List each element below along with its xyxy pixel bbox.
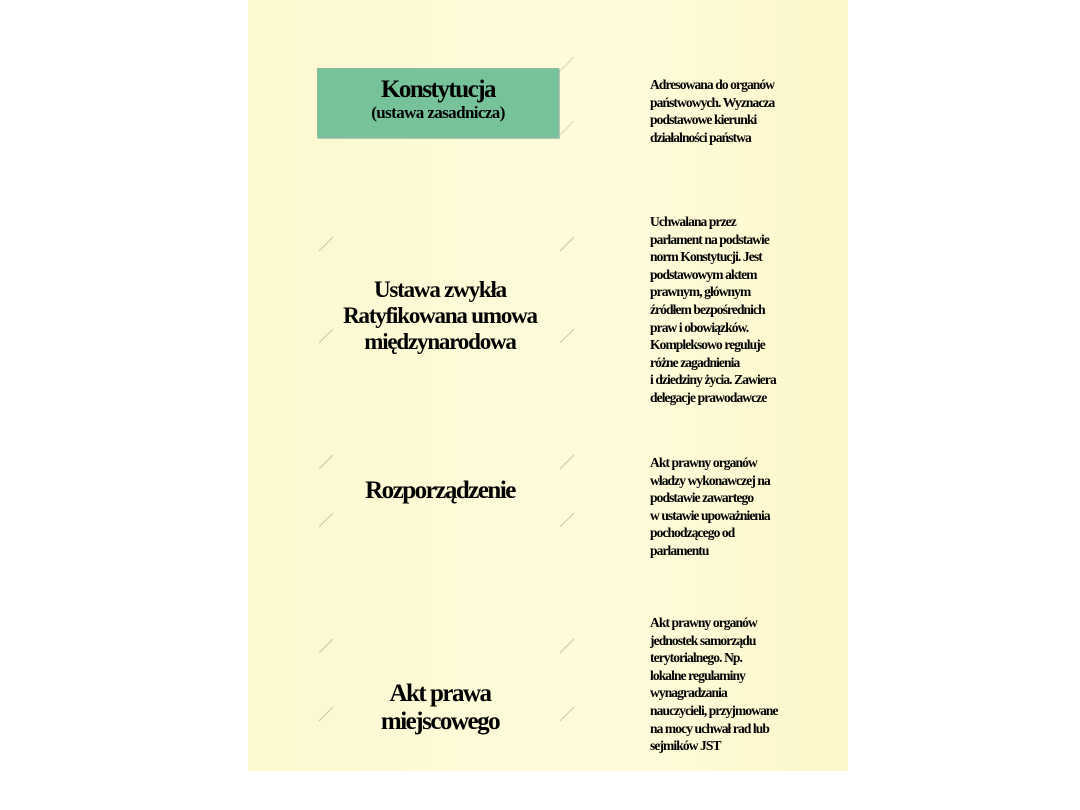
term-konstytucja-subtitle: (ustawa zasadnicza) [371, 103, 505, 122]
term-akt-prawa-miejscowego [310, 662, 570, 754]
term-ustawa-zwykla-label: Ustawa zwykła Ratyfikowana umowa międzynarodowa [343, 277, 537, 354]
term-rozporzadzenie [310, 478, 570, 503]
corner-mark-icon [559, 454, 575, 470]
term-akt-prawa-miejscowego-label: Akt prawa miejscowego [380, 680, 500, 735]
corner-mark-icon [559, 120, 575, 136]
corner-mark-icon [559, 638, 575, 654]
description-akt-prawa-miejscowego: Akt prawny organów jednostek samorządu terytorialnego. Np. lokalne regulaminy wynagradzania nauczycieli, przyjmowane na mocy uchwał rad lub sejmików JST [650, 615, 778, 754]
term-konstytucja-box [317, 68, 559, 138]
corner-mark-icon [318, 454, 334, 470]
term-rozporzadzenie-label: Rozporządzenie [365, 477, 515, 504]
corner-mark-icon [559, 56, 575, 72]
slide [248, 0, 848, 771]
corner-mark-icon [318, 236, 334, 252]
description-konstytucja: Adresowana do organów państwowych. Wyznacza podstawowe kierunki działalności państwa [650, 77, 775, 145]
description-ustawa-zwykla: Uchwalana przez parlament na podstawie norm Konstytucji. Jest podstawowym aktem prawnym, głównym źródłem bezpośrednich praw i obowiązków. Kompleksowo reguluje różne zagadnienia i dziedziny życia. Zawiera delegacje prawodawcze [650, 214, 776, 405]
term-ustawa-zwykla [310, 259, 570, 373]
corner-mark-icon [318, 638, 334, 654]
corner-mark-icon [318, 512, 334, 528]
term-konstytucja: Konstytucja [380, 76, 496, 103]
description-rozporzadzenie: Akt prawny organów władzy wykonawczej na podstawie zawartego w ustawie upoważnienia pochodzącego od parlamentu [650, 455, 770, 558]
corner-mark-icon [559, 512, 575, 528]
corner-mark-icon [559, 236, 575, 252]
